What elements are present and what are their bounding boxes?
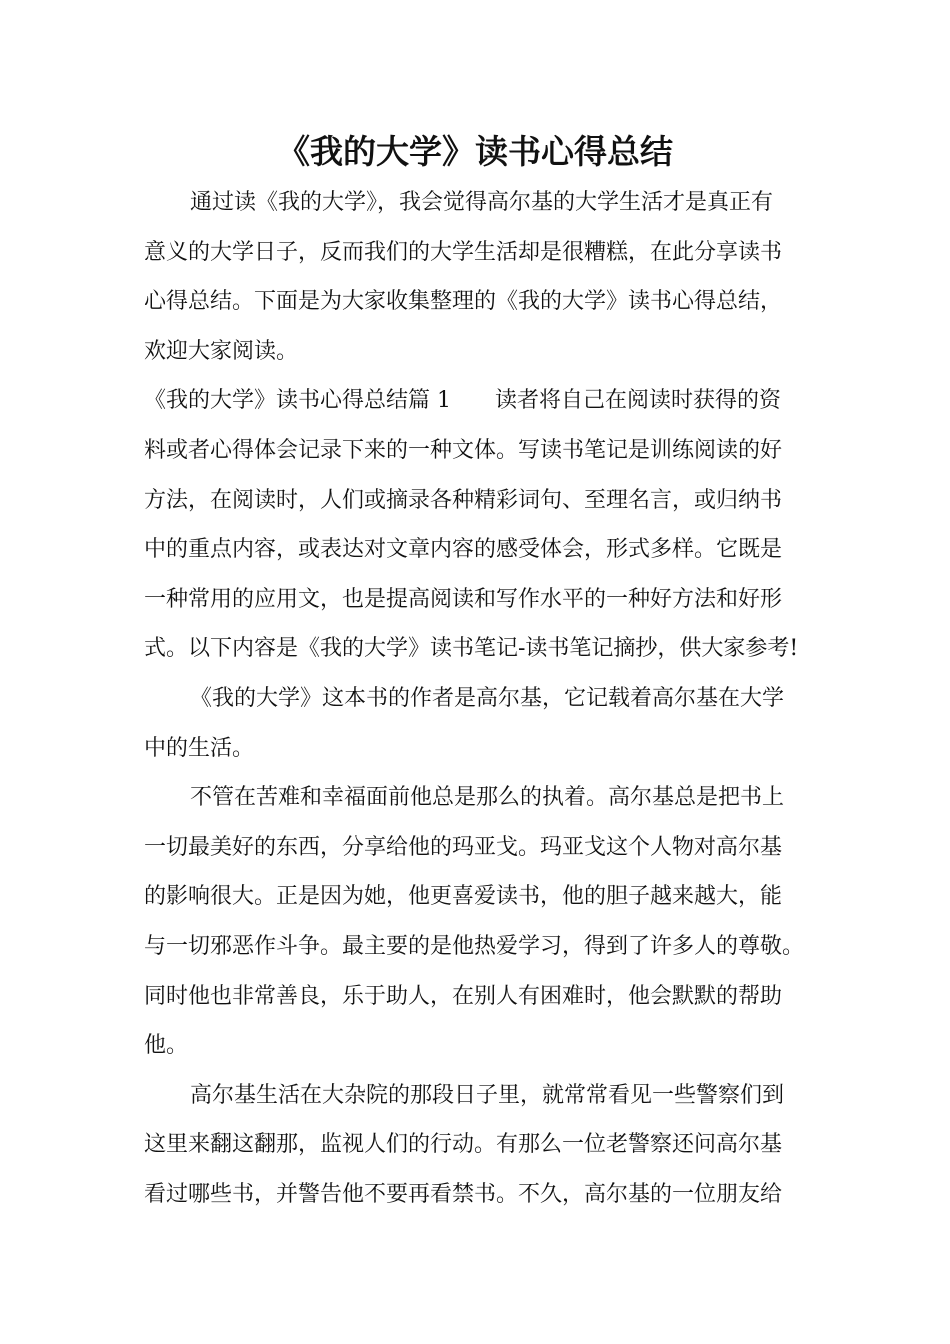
paragraph-line: 欢迎大家阅读。 xyxy=(144,338,299,364)
section-heading-line xyxy=(144,376,824,426)
paragraph-line: 读者将自己在阅读时获得的资 xyxy=(495,388,782,414)
paragraph-line: 不管在苦难和幸福面前他总是那么的执着。高尔基总是把书上 xyxy=(190,785,785,811)
paragraph-line: 高尔基生活在大杂院的那段日子里，就常常看见一些警察们到 xyxy=(190,1082,785,1108)
section-heading: 《我的大学》读书心得总结篇 1 xyxy=(144,388,451,414)
paragraph-line: 一切最美好的东西，分享给他的玛亚戈。玛亚戈这个人物对高尔基 xyxy=(144,834,783,860)
paragraph-line: 通过读《我的大学》，我会觉得高尔基的大学生活才是真正有 xyxy=(190,190,774,215)
paragraph-line: 意义的大学日子，反而我们的大学生活却是很糟糕，在此分享读书 xyxy=(144,239,783,265)
paragraph-line: 料或者心得体会记录下来的一种文体。写读书笔记是训练阅读的好 xyxy=(144,437,783,463)
paragraph-line: 的影响很大。正是因为她，他更喜爱读书，他的胆子越来越大，能 xyxy=(144,884,783,910)
paragraph-line: 中的重点内容，或表达对文章内容的感受体会，形式多样。它既是 xyxy=(144,537,783,563)
paragraph-line: 中的生活。 xyxy=(144,735,255,761)
paragraph-line: 看过哪些书，并警告他不要再看禁书。不久，高尔基的一位朋友给 xyxy=(144,1181,783,1207)
paragraph-line: 式。以下内容是《我的大学》读书笔记-读书笔记摘抄，供大家参考! xyxy=(144,636,799,662)
paragraph-line: 他。 xyxy=(144,1033,189,1059)
document-body xyxy=(144,178,824,1219)
document-title: 《我的大学》读书心得总结 xyxy=(277,132,673,171)
paragraph-line: 方法，在阅读时，人们或摘录各种精彩词句、至理名言，或归纳书 xyxy=(144,487,783,513)
paragraph-line: 心得总结。下面是为大家收集整理的《我的大学》读书心得总结， xyxy=(144,289,783,315)
paragraph-line: 与一切邪恶作斗争。最主要的是他热爱学习，得到了许多人的尊敬。 xyxy=(144,933,805,959)
paragraph-line: 《我的大学》这本书的作者是高尔基，它记载着高尔基在大学 xyxy=(190,685,785,711)
paragraph-line: 这里来翻这翻那，监视人们的行动。有那么一位老警察还问高尔基 xyxy=(144,1132,783,1158)
paragraph-line: 一种常用的应用文，也是提高阅读和写作水平的一种好方法和好形 xyxy=(144,586,783,612)
paragraph-line: 同时他也非常善良，乐于助人，在别人有困难时，他会默默的帮助 xyxy=(144,983,783,1009)
